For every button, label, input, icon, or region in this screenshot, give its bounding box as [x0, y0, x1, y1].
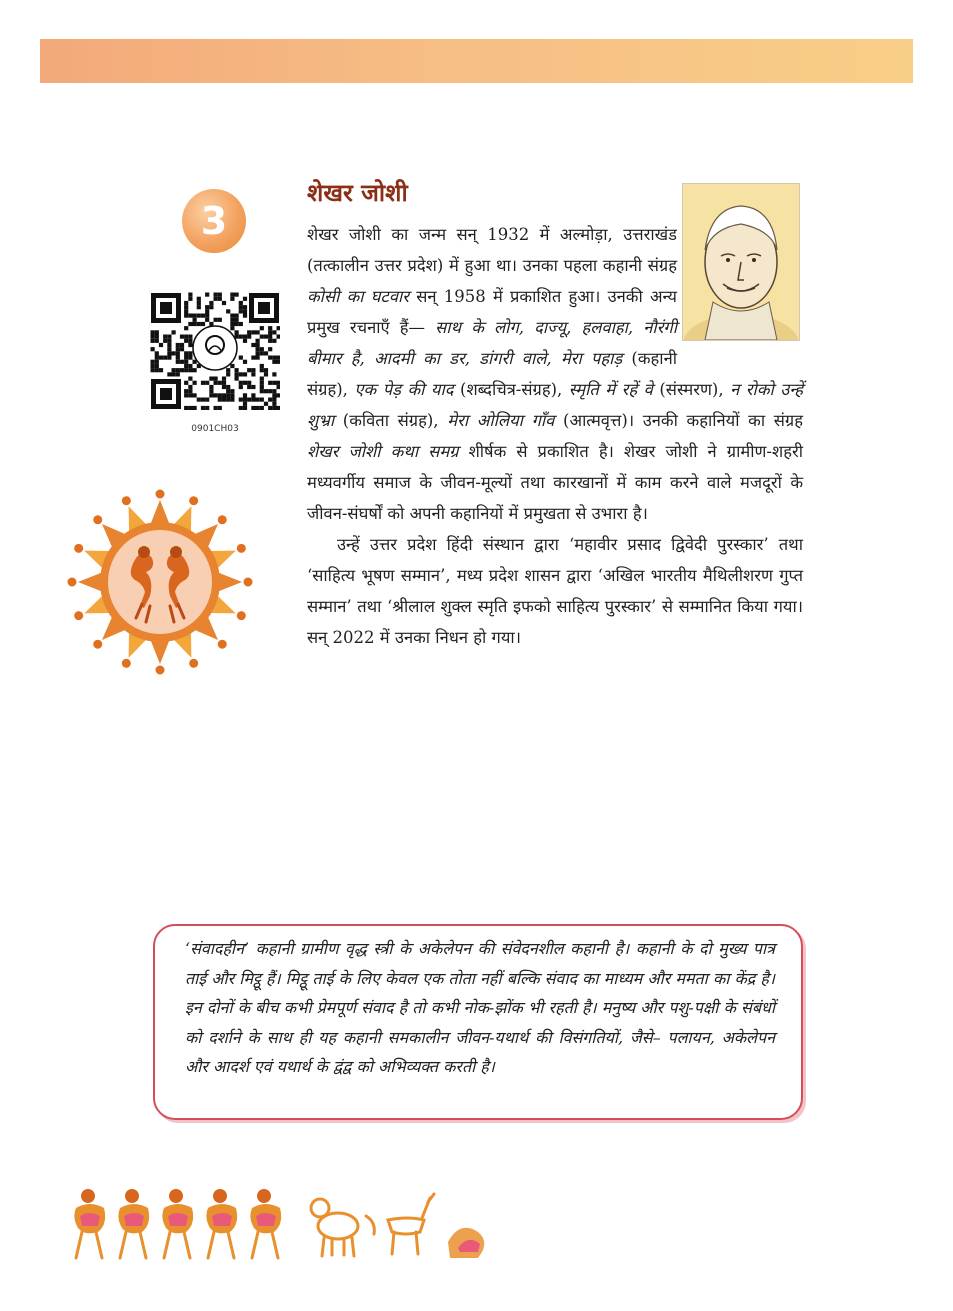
bio-text-segment: सन् 1958 में प्रकाशित हुआ। उनकी अन्य प्रमुख रचनाएँ हैं— [307, 287, 677, 337]
bio-work-title: न रोको उन्हें शुभ्रा [307, 380, 804, 430]
chapter-number-badge: 3 [182, 189, 246, 253]
bio-work-title: साथ के लोग, दाज्यू, हलवाहा, नौरंगी बीमार है, आदमी का डर, डांगरी वाले, मेरा पहाड़ [307, 318, 678, 368]
bio-work-title: कोसी का घटवार [307, 287, 410, 306]
bio-text-segment: (कहानी संग्रह), [307, 349, 678, 399]
bio-text-segment: शेखर जोशी का जन्म सन् 1932 में अल्मोड़ा, उत्तराखंड (तत्कालीन उत्तर प्रदेश) में हुआ था। उनका पहला कहानी संग्रह [307, 225, 677, 275]
sun-emblem-icon [66, 488, 254, 676]
bio-text-segment: (शब्दचित्र-संग्रह), [453, 380, 569, 399]
qr-code-label: 0901CH03 [191, 424, 239, 434]
bio-work-title: मेरा ओलिया गाँव [447, 411, 555, 430]
header-band [40, 39, 913, 83]
bio-text-segment: (आत्मवृत्त)। उनकी कहानियों का संग्रह [554, 411, 803, 430]
folk-art-border-icon [66, 1186, 500, 1262]
bio-text-segment: (कविता संग्रह), [334, 411, 448, 430]
bio-text-segment: शीर्षक से प्रकाशित है। शेखर जोशी ने ग्रामीण-शहरी मध्यवर्गीय समाज के जीवन-मूल्यों तथा कारखानों में काम करने वाले मजदूरों के जीवन-संघर्षों को अपनी कहानियों में प्रमुखता से उभारा है। [307, 442, 803, 523]
bio-text-segment: (संस्मरण), [652, 380, 731, 399]
qr-code-icon[interactable] [150, 292, 280, 410]
bio-work-title: एक पेड़ की याद [354, 380, 454, 399]
bio-work-title: स्मृति में रहें वे [568, 380, 653, 399]
bio-work-title: शेखर जोशी कथा समग्र [307, 442, 459, 461]
author-name-heading: शेखर जोशी [307, 179, 408, 207]
author-biography [307, 219, 803, 653]
story-introduction-box [153, 924, 803, 1120]
story-introduction-text: ‘संवादहीन’ कहानी ग्रामीण वृद्ध स्त्री के अकेलेपन की संवेदनशील कहानी है। कहानी के दो मुख्य पात्र ताई और मिट्ठू हैं। मिट्ठू ताई के लिए केवल एक तोता नहीं बल्कि संवाद का माध्यम और ममता का केंद्र है। इन दोनों के बीच कभी प्रेमपूर्ण संवाद है तो कभी नोक-झोंक भी रहती है। मनुष्य और पशु-पक्षी के संबंधों को दर्शाने के साथ ही यह कहानी समकालीन जीवन-यथार्थ की विसंगतियों, जैसे– पलायन, अकेलेपन और आदर्श एवं यथार्थ के द्वंद्व को अभिव्यक्त करती है। [185, 939, 775, 1076]
bio-paragraph-2: उन्हें उत्तर प्रदेश हिंदी संस्थान द्वारा ‘महावीर प्रसाद द्विवेदी पुरस्कार’ तथा ‘साहित्य भूषण सम्मान’, मध्य प्रदेश शासन द्वारा ‘अखिल भारतीय मैथिलीशरण गुप्त सम्मान’ तथा ‘श्रीलाल शुक्ल स्मृति इफको साहित्य पुरस्कार’ से सम्मानित किया गया। सन् 2022 में उनका निधन हो गया। [307, 535, 803, 647]
